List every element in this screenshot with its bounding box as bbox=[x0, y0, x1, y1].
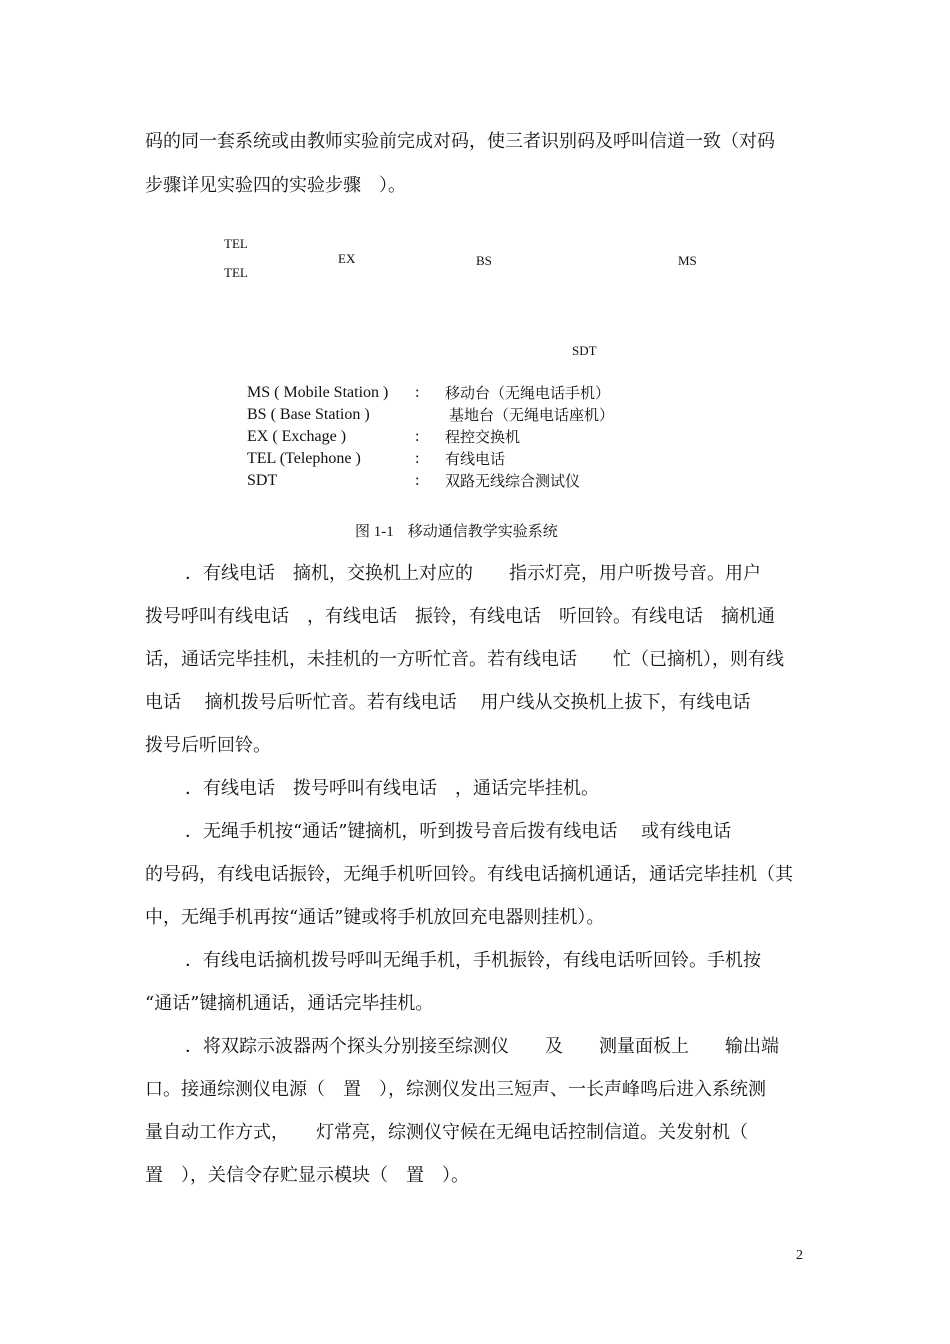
legend-description: 基地台（无绳电话座机） bbox=[449, 406, 615, 424]
body-line: ．有线电话 摘机，交换机上对应的 指示灯亮，用户听拨号音。用户 bbox=[185, 563, 761, 584]
diagram-label-tel-2: TEL bbox=[224, 265, 248, 280]
legend-abbr: EX ( Exchage ) bbox=[247, 428, 347, 445]
body-line: 置 ），关信令存贮显示模块（ 置 ）。 bbox=[145, 1165, 469, 1186]
diagram-label-ms: MS bbox=[678, 253, 697, 268]
legend-description: 双路无线综合测试仪 bbox=[445, 472, 581, 490]
legend-separator: : bbox=[415, 472, 420, 489]
paragraph-line: 码的同一套系统或由教师实验前完成对码，使三者识别码及呼叫信道一致（对码 bbox=[145, 131, 775, 152]
diagram-label-ex: EX bbox=[338, 251, 356, 266]
body-line: ．无绳手机按“通话”键摘机，听到拨号音后拨有线电话 或有线电话 bbox=[185, 821, 732, 842]
legend-abbr: MS ( Mobile Station ) bbox=[247, 384, 389, 401]
body-line: 话，通话完毕挂机，未挂机的一方听忙音。若有线电话 忙（已摘机），则有线 bbox=[145, 649, 784, 670]
figure-number: 图 1-1 bbox=[355, 524, 394, 540]
diagram-label-sdt: SDT bbox=[572, 343, 597, 358]
paragraph-line: 步骤详见实验四的实验步骤 ）。 bbox=[145, 175, 406, 196]
body-line: ．有线电话 拨号呼叫有线电话 ，通话完毕挂机。 bbox=[185, 778, 599, 799]
diagram-label-bs: BS bbox=[476, 253, 492, 268]
body-line: 拨号后听回铃。 bbox=[145, 735, 271, 756]
body-line: 口。接通综测仪电源（ 置 ），综测仪发出三短声、一长声峰鸣后进入系统测 bbox=[145, 1079, 766, 1100]
body-line: 电话 摘机拨号后听忙音。若有线电话 用户线从交换机上拔下，有线电话 bbox=[145, 692, 751, 713]
legend-description: 移动台（无绳电话手机） bbox=[445, 384, 611, 402]
body-line: 中，无绳手机再按“通话”键或将手机放回充电器则挂机）。 bbox=[145, 907, 605, 928]
legend-separator: : bbox=[415, 384, 420, 401]
body-line: 的号码，有线电话振铃，无绳手机听回铃。有线电话摘机通话，通话完毕挂机（其 bbox=[145, 864, 793, 885]
legend-abbr: BS ( Base Station ) bbox=[247, 406, 370, 423]
legend-separator: : bbox=[415, 428, 420, 445]
legend-separator: : bbox=[415, 450, 420, 467]
figure-title: 移动通信教学实验系统 bbox=[407, 522, 558, 540]
diagram-label-tel-1: TEL bbox=[224, 236, 248, 251]
body-line: 拨号呼叫有线电话 ，有线电话 振铃，有线电话 听回铃。有线电话 摘机通 bbox=[145, 606, 775, 627]
figure-caption bbox=[355, 521, 558, 542]
legend-abbr: SDT bbox=[247, 472, 278, 489]
body-line: ．将双踪示波器两个探头分别接至综测仪 及 测量面板上 输出端 bbox=[185, 1036, 779, 1057]
page-number: 2 bbox=[796, 1248, 803, 1263]
body-line: “通话”键摘机通话，通话完毕挂机。 bbox=[145, 993, 434, 1014]
body-line: ．有线电话摘机拨号呼叫无绳手机，手机振铃，有线电话听回铃。手机按 bbox=[185, 950, 761, 971]
body-line: 量自动工作方式， 灯常亮，综测仪守候在无绳电话控制信道。关发射机（ bbox=[145, 1122, 748, 1143]
legend-description: 程控交换机 bbox=[445, 428, 521, 446]
legend-abbr: TEL (Telephone ) bbox=[247, 450, 361, 467]
legend-description: 有线电话 bbox=[445, 450, 506, 468]
